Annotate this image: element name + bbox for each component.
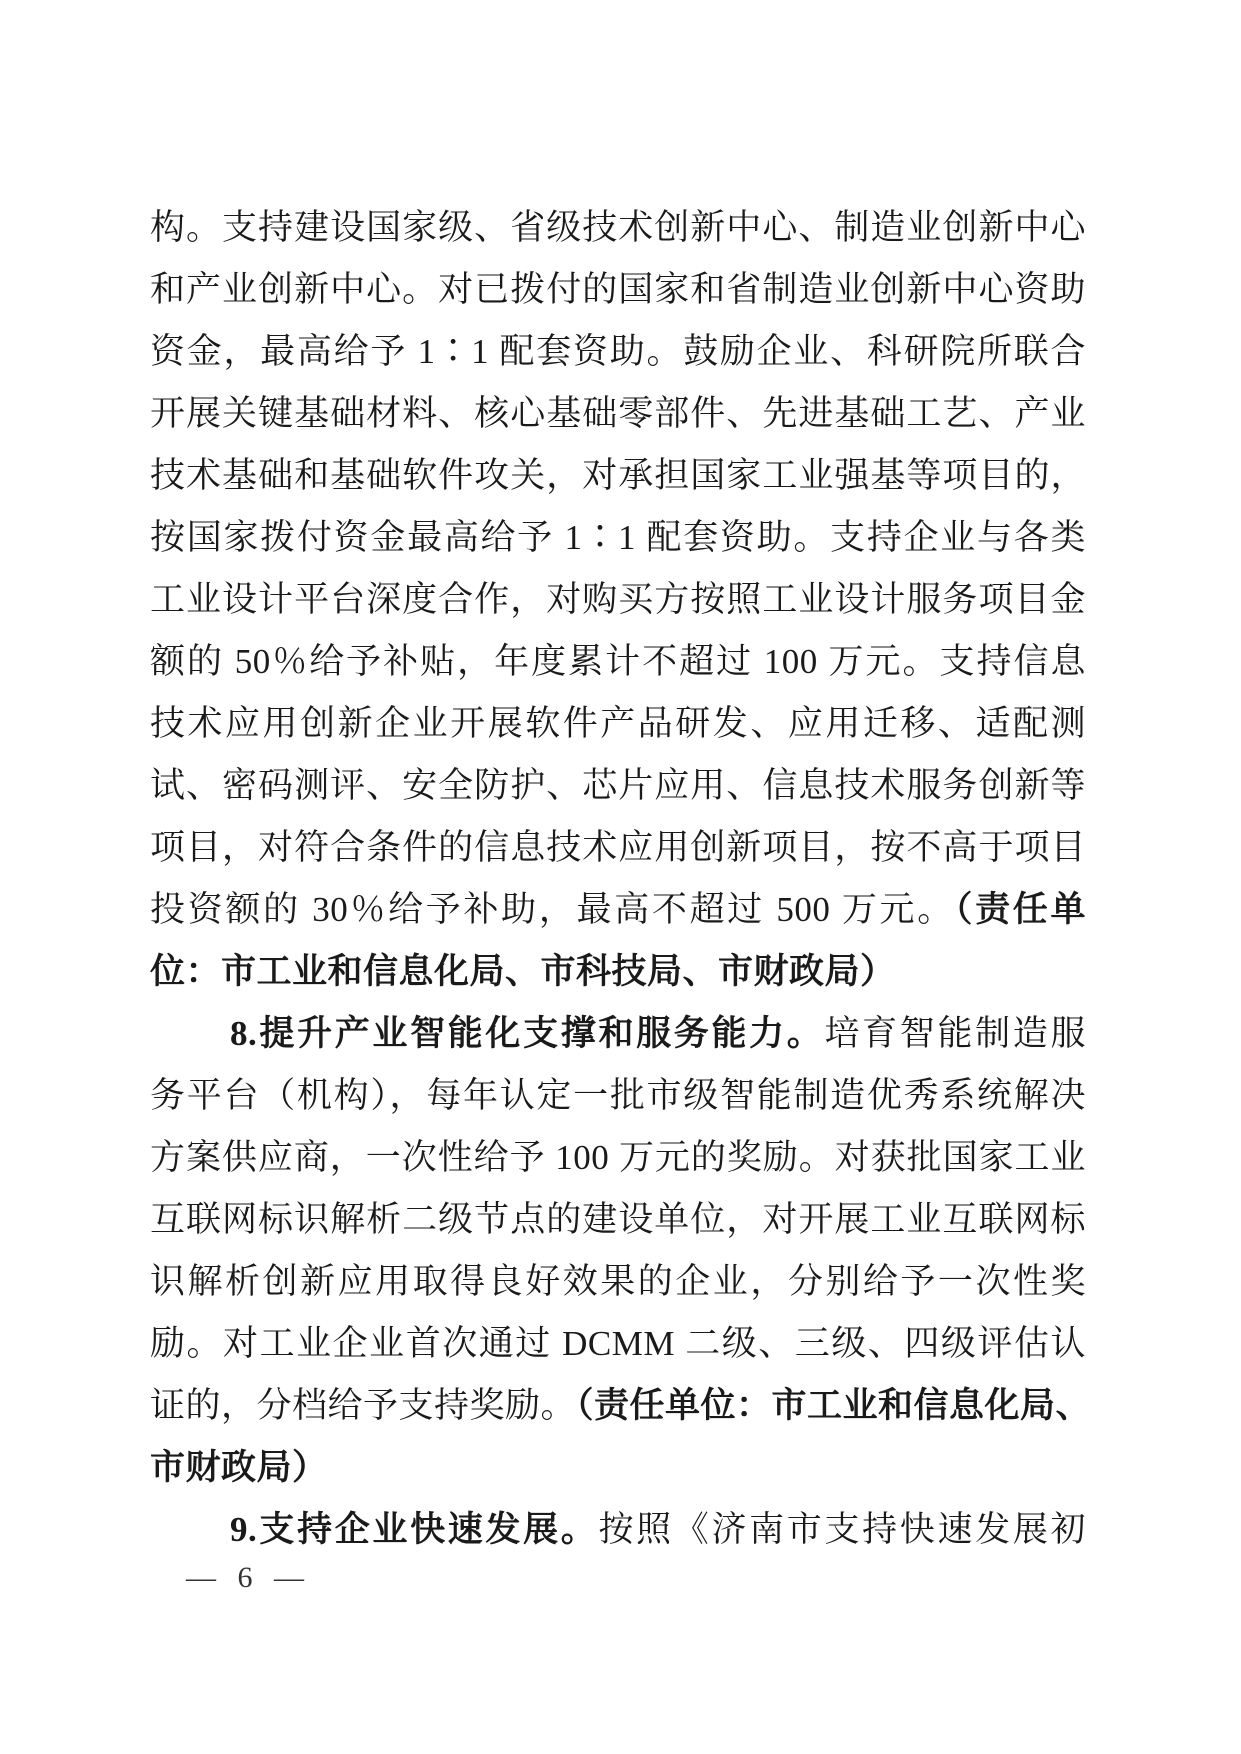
text-line <box>150 321 1086 383</box>
text-segment: 工业设计平台深度合作，对购买方按照工业设计服务项目金 <box>150 580 1086 619</box>
text-segment: 方案供应商，一次性给予 100 万元的奖励。对获批国家工业 <box>150 1138 1086 1177</box>
text-line <box>150 507 1086 569</box>
text-segment: 构。支持建设国家级、省级技术创新中心、制造业创新中心 <box>150 208 1086 247</box>
text-segment: 项目，对符合条件的信息技术应用创新项目，按不高于项目 <box>150 828 1086 867</box>
text-segment: 互联网标识解析二级节点的建设单位，对开展工业互联网标 <box>150 1200 1086 1239</box>
text-segment: 技术应用创新企业开展软件产品研发、应用迁移、适配测 <box>150 704 1086 743</box>
text-line <box>150 693 1086 755</box>
text-line <box>150 1375 1092 1437</box>
text-line <box>150 817 1086 879</box>
text-segment: 按国家拨付资金最高给予 1∶1 配套资助。支持企业与各类 <box>150 518 1086 557</box>
text-segment: 额的 50％给予补贴，年度累计不超过 100 万元。支持信息 <box>150 642 1086 681</box>
text-line <box>150 445 1086 507</box>
text-segment: 务平台（机构），每年认定一批市级智能制造优秀系统解决 <box>150 1076 1086 1115</box>
text-line <box>150 259 1086 321</box>
text-line <box>150 631 1086 693</box>
text-segment: 励。对工业企业首次通过 DCMM 二级、三级、四级评估认 <box>150 1324 1086 1363</box>
responsibility-note: （责任单位：市工业和信息化局、 <box>576 1386 1092 1425</box>
text-segment: 试、密码测评、安全防护、芯片应用、信息技术服务创新等 <box>150 766 1086 805</box>
text-line <box>150 569 1086 631</box>
responsibility-note: 位：市工业和信息化局、市科技局、市财政局） <box>150 952 896 991</box>
text-segment: 证的，分档给予支持奖励。 <box>150 1386 577 1425</box>
text-segment: 识解析创新应用取得良好效果的企业，分别给予一次性奖 <box>150 1262 1086 1301</box>
text-segment: 和产业创新中心。对已拨付的国家和省制造业创新中心资助 <box>150 270 1086 309</box>
text-segment: 投资额的 30％给予补助，最高不超过 500 万元。 <box>150 890 955 929</box>
text-line <box>150 1127 1086 1189</box>
item-9-heading: 9.支持企业快速发展。 <box>230 1510 599 1549</box>
text-line <box>150 941 1086 1003</box>
page-number: — 6 — <box>186 1561 304 1594</box>
text-line <box>150 197 1086 259</box>
text-line <box>150 755 1086 817</box>
text-line <box>150 1065 1086 1127</box>
responsibility-note: 市财政局） <box>150 1448 328 1487</box>
responsibility-note: （责任单 <box>954 890 1086 929</box>
text-line <box>150 1251 1086 1313</box>
text-segment: 技术基础和基础软件攻关，对承担国家工业强基等项目的， <box>150 456 1086 495</box>
item-8-heading: 8.提升产业智能化支撑和服务能力。 <box>230 1014 825 1053</box>
page-footer <box>186 1560 304 1596</box>
text-line <box>150 1437 1086 1499</box>
text-segment: 培育智能制造服 <box>824 1014 1086 1053</box>
text-line <box>150 1189 1086 1251</box>
text-line <box>150 1313 1086 1375</box>
text-line <box>150 879 1086 941</box>
text-line <box>150 383 1086 445</box>
text-segment: 开展关键基础材料、核心基础零部件、先进基础工艺、产业 <box>150 394 1086 433</box>
text-segment: 资金，最高给予 1∶1 配套资助。鼓励企业、科研院所联合 <box>150 332 1086 371</box>
text-line <box>150 1003 1086 1065</box>
document-body <box>150 197 1092 1561</box>
text-segment: 按照《济南市支持快速发展初 <box>598 1510 1086 1549</box>
text-line <box>150 1499 1086 1561</box>
